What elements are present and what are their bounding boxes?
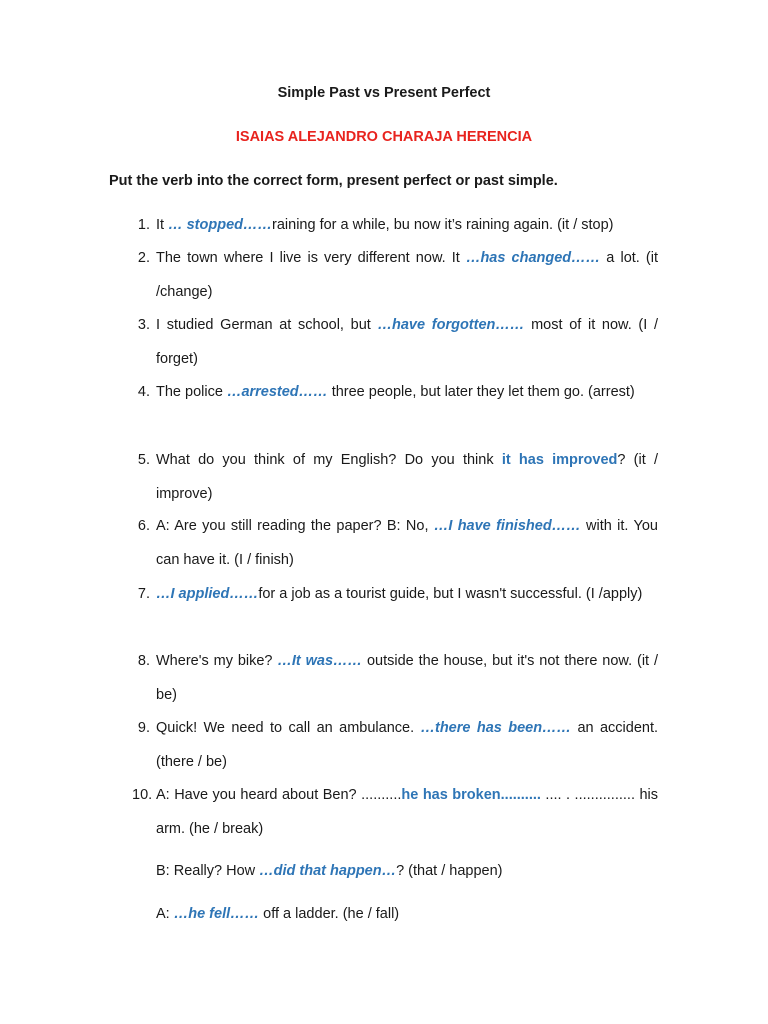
item-text: The town where I live is very different now. It …has changed…… a lot. (it /change) [156, 250, 659, 300]
dialogue-line: B: Really? How …did that happen…? (that / happen) [156, 863, 503, 879]
item-number: 8. [137, 653, 150, 669]
item-number: 1. [137, 217, 150, 233]
item-number: 9. [137, 720, 150, 736]
item-number: 7. [137, 586, 150, 602]
item-text: What do you think of my English? Do you think it has improved? (it / improve) [156, 452, 658, 502]
item-text: A: Have you heard about Ben? ..........he has broken.......... .... . ............... his arm. (he / break) [156, 787, 659, 837]
answer-text: it has improved [501, 452, 618, 468]
answer-text: …did that happen… [259, 863, 397, 879]
answer-text: …he fell…… [173, 906, 260, 922]
item-text: The police …arrested…… three people, but later they let them go. (arrest) [156, 384, 635, 400]
item-number: 10. [132, 787, 153, 803]
item-number: 4. [137, 384, 150, 400]
document-title: Simple Past vs Present Perfect [277, 85, 491, 101]
item-text: It … stopped……raining for a while, bu now it’s raining again. (it / stop) [156, 217, 614, 233]
answer-text: …arrested…… [226, 384, 328, 400]
answer-text: he has broken.......... [401, 787, 541, 803]
answer-text: …It was…… [277, 653, 363, 669]
answer-text: …I have finished…… [433, 518, 581, 534]
item-number: 3. [137, 317, 150, 333]
item-number: 5. [137, 452, 150, 468]
item-text: I studied German at school, but …have forgotten…… most of it now. (I / forget) [156, 317, 659, 367]
item-number: 2. [137, 250, 150, 266]
item-number: 6. [137, 518, 150, 534]
answer-text: …I applied…… [156, 586, 259, 602]
answer-text: …have forgotten…… [377, 317, 525, 333]
item-text: …I applied……for a job as a tourist guide, but I wasn't successful. (I /apply) [156, 586, 643, 602]
answer-text: …has changed…… [465, 250, 601, 266]
item-text: A: Are you still reading the paper? B: No, …I have finished…… with it. You can have it. (I / finish) [156, 518, 658, 568]
item-text: Where's my bike? …It was…… outside the house, but it's not there now. (it / be) [156, 653, 658, 703]
exercise-instruction: Put the verb into the correct form, present perfect or past simple. [109, 173, 558, 189]
author-name: ISAIAS ALEJANDRO CHARAJA HERENCIA [235, 129, 533, 145]
dialogue-line: A: …he fell…… off a ladder. (he / fall) [156, 906, 400, 922]
item-text: Quick! We need to call an ambulance. …there has been…… an accident. (there / be) [156, 720, 658, 770]
answer-text: …there has been…… [420, 720, 572, 736]
answer-text: … stopped…… [168, 217, 273, 233]
